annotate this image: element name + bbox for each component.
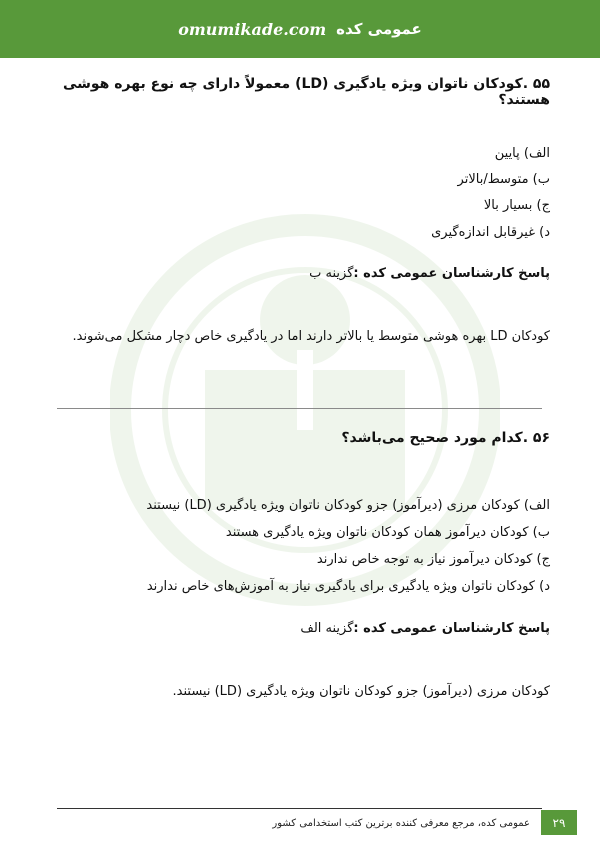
question-number: ۵۵: [532, 76, 550, 92]
option-c: ج) کودکان دیرآموز نیاز به توجه خاص ندارند: [316, 552, 550, 567]
question-55-title: [40, 76, 550, 108]
option-b: ب) متوسط/بالاتر: [457, 172, 550, 187]
option-a: الف) کودکان مرزی (دیرآموز) جزو کودکان ناتوان ویژه یادگیری (LD) نیستند: [146, 498, 550, 513]
section-divider: [57, 408, 542, 409]
answer-line: [40, 266, 550, 281]
answer-label: پاسخ کارشناسان عمومی کده :: [353, 266, 550, 281]
answer-label: پاسخ کارشناسان عمومی کده :: [353, 621, 550, 636]
option-d: د) کودکان ناتوان ویژه یادگیری برای یادگیری نیاز به آموزش‌های خاص ندارند: [146, 579, 550, 594]
answer-explanation: کودکان مرزی (دیرآموز) جزو کودکان ناتوان ویژه یادگیری (LD) نیستند.: [172, 684, 550, 699]
question-number: ۵۶: [532, 430, 550, 446]
footer-divider: [57, 808, 542, 809]
site-url: omumikade.com: [178, 19, 327, 39]
option-a: الف) پایین: [494, 146, 550, 161]
answer-explanation: کودکان LD بهره هوشی متوسط یا بالاتر دارند اما در یادگیری خاص دچار مشکل می‌شوند.: [72, 329, 550, 344]
footer-text: عمومی کده، مرجع معرفی کننده برترین کتب استخدامی کشور: [272, 818, 530, 829]
answer-line: [40, 621, 550, 636]
question-text: .کدام مورد صحیح می‌باشد؟: [341, 430, 529, 446]
page-header: [0, 0, 600, 58]
page-number: ۲۹: [541, 810, 577, 835]
option-c: ج) بسیار بالا: [483, 198, 550, 213]
brand-name: عمومی کده: [336, 20, 422, 38]
option-b: ب) کودکان دیرآموز همان کودکان ناتوان ویژه یادگیری هستند: [225, 525, 550, 540]
option-d: د) غیرقابل اندازه‌گیری: [431, 225, 550, 240]
question-text: .کودکان ناتوان ویژه یادگیری (LD) معمولاً دارای چه نوع بهره هوشی هستند؟: [62, 76, 550, 108]
answer-value: گزینه الف: [300, 621, 354, 636]
question-56-title: [40, 430, 550, 446]
answer-value: گزینه ب: [309, 266, 354, 281]
